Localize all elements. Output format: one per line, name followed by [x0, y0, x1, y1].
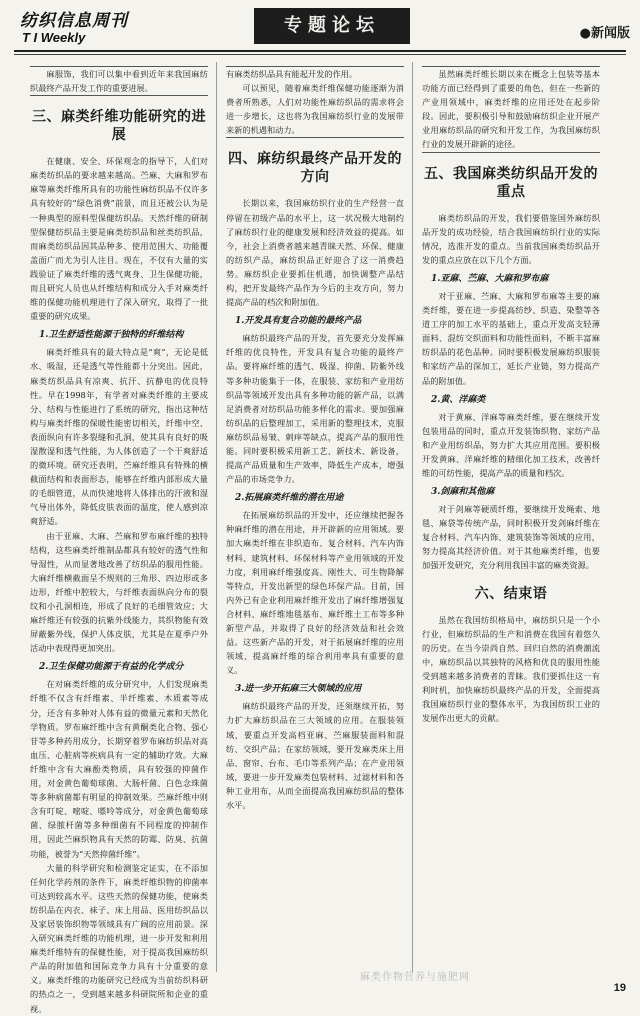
- body-paragraph: 由于亚麻、大麻、苎麻和罗布麻纤维的独特结构，这些麻类纤维制品都具有较好的透气性和导湿性，从而显著地改善了纺织品的服用性能。大麻纤维横截面呈不规则的三角形、四边形或多边形，纤维中腔较大，与纤维表面纵向分布的裂纹和小孔洞相连，形成了良好的毛细管效应；大麻纤维还有较强的抗紫外线能力，其织物能有效屏蔽紫外线，保护人体皮肤，尤其是在夏季户外活动中表现得更加突出。: [30, 530, 208, 654]
- section-heading-3: 三、麻类纤维功能研究的进展: [32, 109, 206, 144]
- publication-logo: 纺织信息周刊: [20, 11, 128, 31]
- subheading-4-3: 3.进一步开拓麻三大领域的应用: [235, 684, 362, 695]
- section-title: 专题论坛: [254, 8, 410, 44]
- body-paragraph: 长期以来，我国麻纺织行业的生产经营一直停留在初级产品的水平上，这一状况极大地制约了麻纺织行业的健康发展和经济效益的提高。如今，社会上消费者越来越青睐天然、环保、健康的纺织产品，麻纺织品正好迎合了这一消费趋势。麻纺织企业要抓住机遇，加快调整产品结构，把开发最终产品作为今后的主攻方向，努力提高产品的档次和附加值。: [226, 198, 404, 308]
- watermark: 麻类作物营养与施肥网: [360, 972, 470, 983]
- body-paragraph: 大量的科学研究和检测鉴定证实，在不添加任何化学药剂的条件下，麻类纤维织物的抑菌率可达到较高水平。这些天然的保健功能，使麻类纺织品在内衣、袜子、床上用品、医用纺织品以及家居装饰织物等领域具有广阔的应用前景。深入研究麻类纤维的功能机理，进一步开发和利用麻类纤维特有的保健性能，对于提高我国麻纺织产品的附加值和国际竞争力具有十分重要的意义。麻类纤维的功能研究已经成为当前纺织科研的热点之一，受到越来越多科研院所和企业的重视。: [30, 862, 208, 1014]
- subheading-3-1: 1.卫生舒适性能源于独特的纤维结构: [39, 330, 184, 341]
- publication-logo-english: T I Weekly: [22, 30, 86, 45]
- body-paragraph: 在健康、安全、环保观念的指导下，人们对麻类纺织品的要求越来越高。苎麻、大麻和罗布麻等麻类纤维所具有的功能性麻纺织品不仅许多具有较好的“绿色消费”前景，而且还被公认为是一种典型的原料型保健纺织品。天然纤维的研制型保健纺织品主要是麻类纺织品和丝类纺织品，而麻类纺织品因其品种多、使用范围大、功能覆盖面广而尤为引人注目。现在，不仅有大量的实践验证了麻类纤维的透气爽身、卫生保健功能，而且研究人员也从纤维结构和成分入手对麻类纤维的保健功能机理进行了深入研究，取得了一批重要的研究成果。: [30, 156, 208, 322]
- box-rule: [226, 137, 404, 138]
- column-2: [226, 60, 404, 978]
- body-paragraph: 虽然麻类纤维长期以来在概念上包装等基本功能方面已经得到了重要的角色，但在一些新的产业用领域中，麻类纤维的应用还处在起步阶段。因此，要积极引导和鼓励麻纺织企业开展产业用麻纺织品的研究和开发工作，为我国麻纺织行业的发展开辟新的途径。: [422, 69, 600, 150]
- body-paragraph: 虽然在我国纺织格局中，麻纺织只是一个小行业，但麻纺织品的生产和消费在我国有着悠久的历史。在当今崇尚自然、回归自然的消费潮流中，麻纺织品以其独特的风格和优良的服用性能受到越来越多消费者的青睐。我们要抓住这一有利时机，加快麻纺织最终产品的开发，全面提高我国麻纺织行业的整体水平，为我国纺织工业的发展作出更大的贡献。: [422, 614, 600, 724]
- body-paragraph: 在对麻类纤维的成分研究中，人们发现麻类纤维不仅含有纤维素、半纤维素、木质素等成分，还含有多种对人体有益的微量元素和天然化学物质。罗布麻纤维中含有黄酮类化合物、强心苷等多种药用成分，长期穿着罗布麻纺织品对高血压、心脏病等疾病具有一定的辅助疗效。大麻纤维中含有大麻酚类物质，具有较强的抑菌作用，对金黄色葡萄球菌、大肠杆菌、白色念珠菌等多种病菌都有明显的抑制效果。苎麻纤维中则含有叮啶、嘧啶、嘌呤等成分，对金黄色葡萄球菌、绿脓杆菌等多种细菌有不同程度的抑制作用，因此苎麻织物具有天然的防霉、防臭、抗菌功能，被誉为“天然抑菌纤维”。: [30, 679, 208, 859]
- column-1: [30, 60, 208, 1014]
- header-rule-thin: [14, 54, 626, 55]
- section-heading-4: 四、麻纺织最终产品开发的方向: [228, 151, 402, 186]
- subheading-5-1: 1.亚麻、苎麻、大麻和罗布麻: [431, 273, 549, 284]
- page-number: 19: [613, 982, 626, 994]
- body-paragraph: 麻类纤维具有的最大特点是“爽”，无论是低水、吸湿，还是透气等性能都十分突出。因此，麻类纺织品具有凉爽、抗汗、抗静电的优良特性。早在1998年，有学者对麻类纤维的主要成分、结构与性能进行了系统的研究，指出这种结构与麻类纤维的保暖性能密切相关，纤维中空、表面纵向有许多裂缝和孔洞，使其具有良好的吸湿散湿和透气性能，为人体创造了一个干爽舒适的微环境。研究还表明，苎麻纤维具有特殊的横截面结构和表面形态，能够在纤维内部形成大量的毛细管道，从而快速地将人体排出的汗液和湿气导出体外，降低皮肤表面的温度，使人感到凉爽舒适。: [30, 347, 208, 527]
- column-divider: [216, 62, 217, 972]
- subheading-4-2: 2.拓展麻类纤维的潜在用途: [235, 493, 344, 504]
- section-heading-6: 六、结束语: [474, 585, 548, 602]
- section-heading-5: 五、我国麻类纺织品开发的重点: [424, 165, 598, 200]
- column-divider: [412, 62, 413, 972]
- body-paragraph: 对于亚麻、苎麻、大麻和罗布麻等主要的麻类纤维，要在进一步提高纺纱、织造、染整等各道工序的加工水平的基础上，重点开发高支轻薄面料、混纺交织面料和功能性面料，不断丰富麻纺织品的花色品种。同时要积极发展麻纺织服装和家纺产品的深加工，延长产业链，努力提高产品的附加值。: [422, 290, 600, 386]
- body-paragraph: 对于黄麻、洋麻等麻类纤维，要在继续开发包装用品的同时，重点开发装饰织物、家纺产品和产业用纺织品，努力扩大其应用范围。要积极开发黄麻、洋麻纤维的精细化加工技术，改善纤维的可纺性能，提高产品的质量和档次。: [422, 411, 600, 478]
- edition-label: ●新闻版: [579, 26, 630, 41]
- body-paragraph: 麻类纺织品的开发，我们要借鉴国外麻纺织品开发的成功经验，结合我国麻纺织行业的实际情况，选准开发的重点。当前我国麻类纺织品开发的重点应放在以下几个方面。: [422, 212, 600, 265]
- box-rule: [30, 95, 208, 96]
- subheading-5-3: 3.剑麻和其他麻: [431, 487, 495, 498]
- body-paragraph: 有麻类纺织品具有能起开发的作用。: [226, 69, 358, 79]
- body-paragraph: 对于剑麻等硬质纤维，要继续开发绳索、地毯、麻袋等传统产品，同时积极开发剑麻纤维在复合材料、汽车内饰、建筑装饰等领域的应用，努力提高其经济价值。对于其他麻类纤维，也要加强开发研究，充分利用我国丰富的麻类资源。: [422, 504, 600, 571]
- body-paragraph: 在拓展麻纺织品的开发中，还应继续把握各种麻纤维的潜在用途，并开辟新的应用领域。要加大麻类纤维在非织造布、复合材料、汽车内饰材料、建筑材料、环保材料等产业用领域的开发力度，利用麻纤维强度高、刚性大、可生物降解等特点，开发出新型的绿色环保产品。目前，国内外已有企业利用麻纤维开发出了麻纤维增强复合材料、麻纤维地毯基布、麻纤维土工布等多种新型产品，并取得了良好的经济效益和社会效益。这些新产品的开发，对于拓展麻纤维的应用领域、提高麻纤维的综合利用率具有重要的意义。: [226, 510, 404, 676]
- body-paragraph: 可以预见，随着麻类纤维保健功能逐渐为消费者所熟悉，人们对功能性麻纺织品的需求将会进一步增长，这也将为我国麻纺织行业的发展带来新的机遇和动力。: [226, 83, 404, 136]
- subheading-3-2: 2.卫生保健功能源于有益的化学成分: [39, 662, 184, 673]
- body-paragraph: 麻纺织最终产品的开发，还须继续开拓，努力扩大麻纺织品在三大领域的应用。在服装领域，要重点开发高档亚麻、苎麻服装面料和混纺、交织产品；在家纺领域，要开发麻类床上用品、窗帘、台布、毛巾等系列产品；在产业用领域，要进一步开发麻类包装材料、过滤材料和各种工业用布，从而全面提高我国麻纺织品的整体水平。: [226, 701, 404, 811]
- body-paragraph: 麻纺织最终产品的开发，首先要充分发挥麻纤维的优良特性，开发具有复合功能的最终产品。要将麻纤维的透气、吸湿、抑菌、防紫外线等多种功能集于一体，在服装、家纺和产业用纺织品等领域开发出具有多种功能的新产品，以满足消费者对纺织品功能多样化的需求。要加强麻纺织品的后整理加工，采用新的整理技术，克服麻纺织品易皱、刺痒等缺点，提高产品的服用性能。同时要积极采用新工艺、新技术、新设备，提高产品质量和生产效率，降低生产成本，增强产品的市场竞争力。: [226, 333, 404, 485]
- column-3: [422, 60, 600, 978]
- subheading-4-1: 1.开发具有复合功能的最终产品: [235, 316, 362, 327]
- body-paragraph: 麻服饰，我们可以集中看到近年来我国麻纺织最终产品开发工作的重要进展。: [30, 69, 208, 94]
- box-rule: [422, 152, 600, 153]
- header-rule: [14, 50, 626, 52]
- masthead: [0, 0, 640, 60]
- subheading-5-2: 2.黄、洋麻类: [431, 394, 486, 405]
